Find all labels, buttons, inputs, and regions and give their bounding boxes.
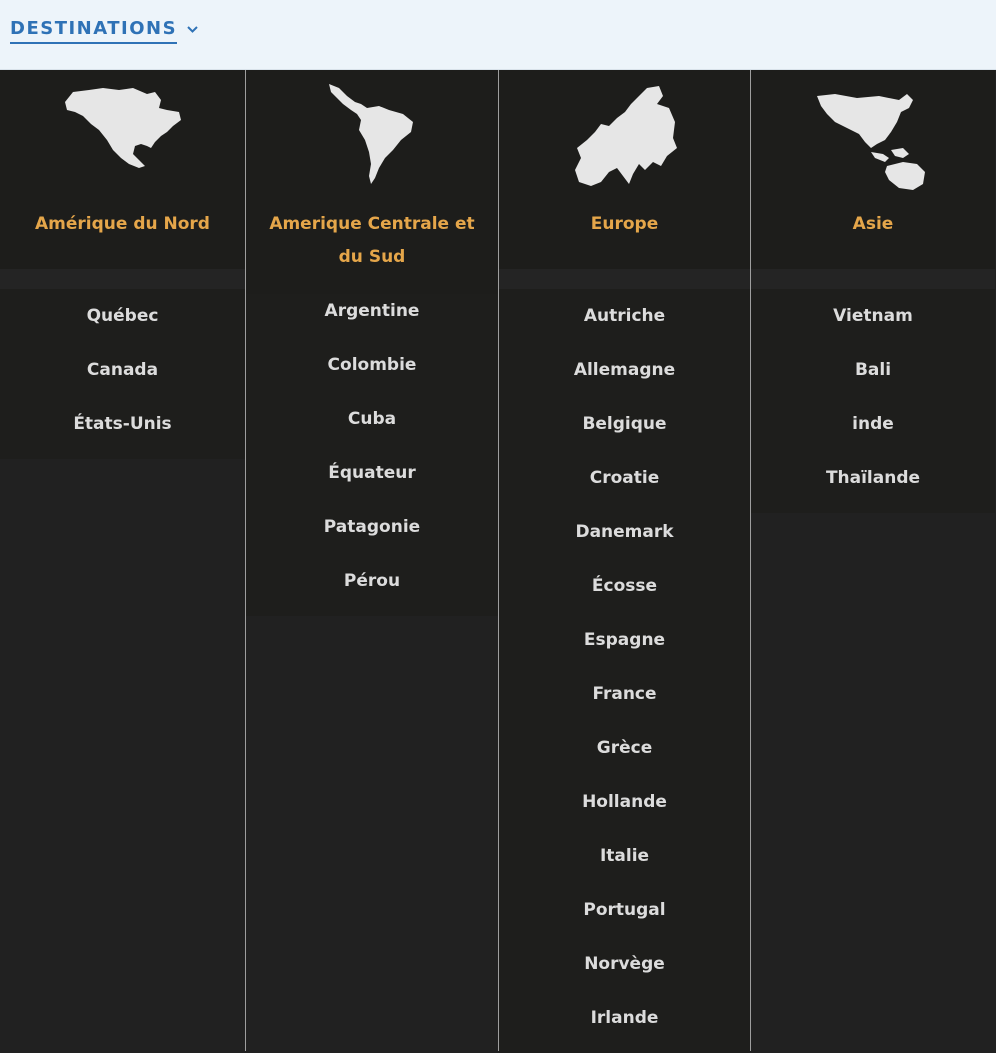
list-item[interactable]: Allemagne <box>573 360 676 380</box>
list-item[interactable]: Colombie <box>327 355 417 375</box>
destinations-mega-menu <box>0 70 996 1051</box>
list-item[interactable]: États-Unis <box>73 414 172 434</box>
list-item[interactable]: inde <box>852 414 894 434</box>
list-item[interactable]: Belgique <box>582 414 667 434</box>
country-list <box>751 289 995 513</box>
list-item[interactable]: Équateur <box>328 463 416 483</box>
list-item[interactable]: Québec <box>86 306 159 326</box>
column-header <box>246 70 498 294</box>
north-america-map-icon <box>63 84 183 169</box>
list-item[interactable]: Croatie <box>589 468 660 488</box>
column-asia <box>751 70 995 1051</box>
destinations-menu-button[interactable] <box>10 18 198 44</box>
separator-strip <box>751 269 995 289</box>
list-item[interactable]: Canada <box>86 360 159 380</box>
list-item[interactable]: Norvège <box>584 954 665 974</box>
column-europe <box>499 70 751 1051</box>
list-item[interactable]: Vietnam <box>833 306 913 326</box>
list-item[interactable]: Italie <box>599 846 650 866</box>
list-item[interactable]: Hollande <box>582 792 667 812</box>
separator-strip <box>0 269 245 289</box>
list-item[interactable]: Espagne <box>583 630 666 650</box>
europe-map-icon <box>573 86 677 186</box>
column-header <box>499 70 750 269</box>
list-item[interactable]: Argentine <box>324 301 420 321</box>
list-item[interactable]: Bali <box>854 360 892 380</box>
list-item[interactable]: Irlande <box>590 1008 659 1028</box>
destinations-label: DESTINATIONS <box>10 18 177 44</box>
country-list <box>0 289 245 459</box>
column-latin-america <box>246 70 499 1051</box>
top-bar <box>0 0 996 70</box>
column-header <box>0 70 245 269</box>
region-asia[interactable]: Asie <box>852 214 894 234</box>
column-header <box>751 70 995 269</box>
country-list <box>499 289 750 1053</box>
list-item[interactable]: France <box>592 684 657 704</box>
list-item[interactable]: Cuba <box>347 409 397 429</box>
separator-strip <box>499 269 750 289</box>
list-item[interactable]: Danemark <box>575 522 674 542</box>
region-europe[interactable]: Europe <box>590 214 659 234</box>
list-item[interactable]: Thaïlande <box>825 468 921 488</box>
list-item[interactable]: Portugal <box>583 900 666 920</box>
list-item[interactable]: Autriche <box>583 306 666 326</box>
latin-america-map-icon <box>327 82 417 184</box>
list-item[interactable]: Patagonie <box>323 517 421 537</box>
column-north-america <box>0 70 246 1051</box>
country-list <box>246 294 498 616</box>
chevron-down-icon <box>187 26 198 33</box>
list-item[interactable]: Pérou <box>343 571 401 591</box>
region-north-america[interactable]: Amérique du Nord <box>35 214 210 234</box>
region-latin-america[interactable]: Amerique Centrale et du Sud <box>269 214 475 267</box>
list-item[interactable]: Grèce <box>596 738 653 758</box>
list-item[interactable]: Écosse <box>591 576 658 596</box>
asia-map-icon <box>817 92 929 190</box>
